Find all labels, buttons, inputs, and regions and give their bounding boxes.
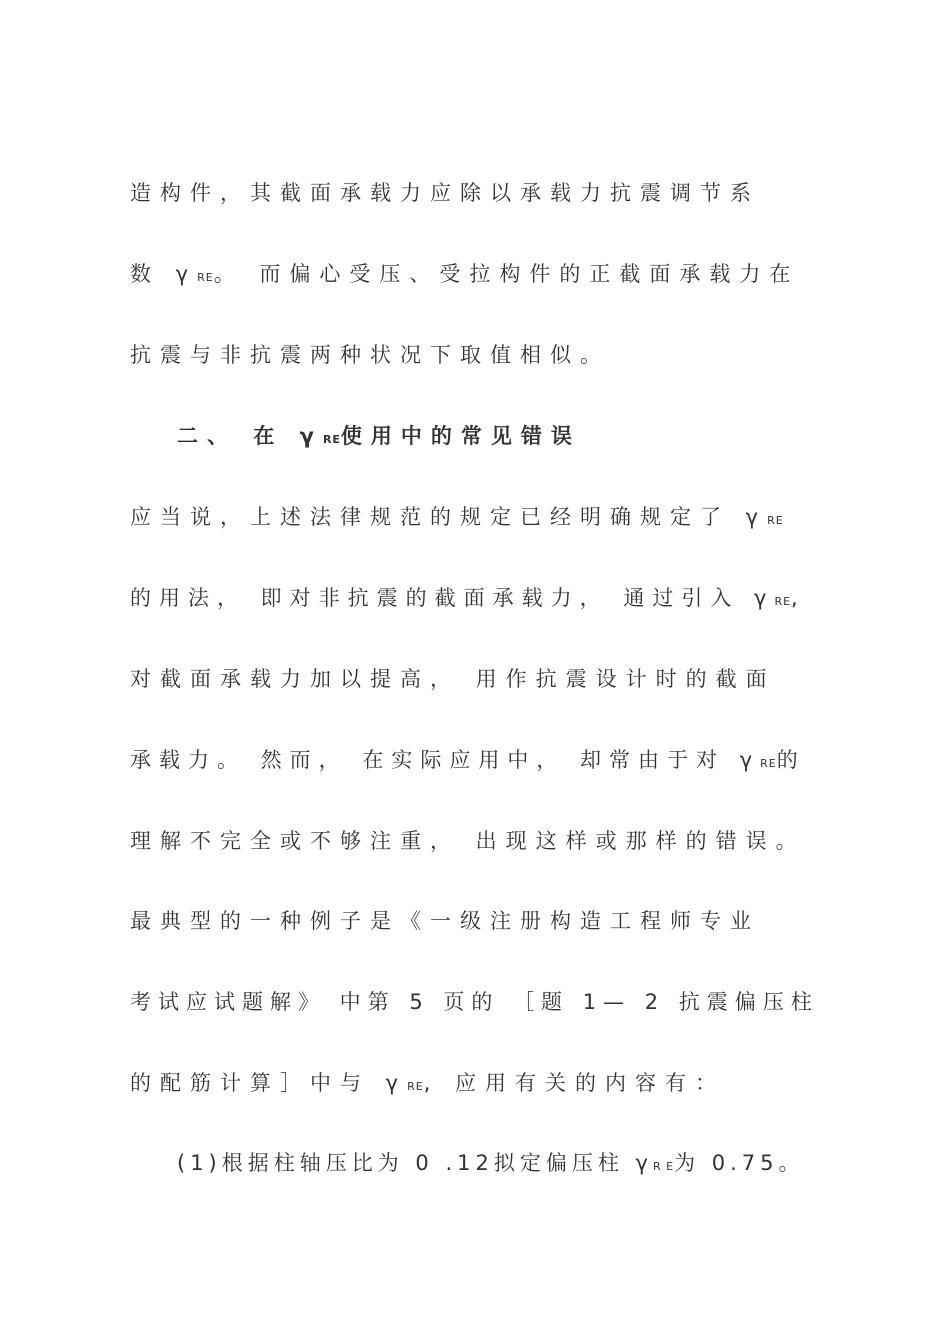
paragraph-line — [130, 502, 830, 536]
paragraph-line — [177, 1148, 827, 1182]
heading-text: 二、 在 γ — [177, 424, 323, 448]
line-text: 。 而偏心受压、受拉构件的正截面承载力在 — [213, 262, 800, 286]
line-text: 的 — [776, 748, 806, 772]
gamma-subscript: RE — [767, 514, 784, 527]
line-text: 造构件，其截面承载力应除以承载力抗震调节系 — [130, 181, 760, 205]
paragraph-line — [130, 583, 830, 617]
gamma-subscript: RE — [760, 757, 777, 770]
gamma-subscript: R E — [652, 1160, 675, 1173]
section-heading — [177, 421, 877, 455]
heading-text: 使用中的常见错误 — [340, 424, 581, 448]
line-text: 的用法， 即对非抗震的截面承载力， 通过引入 γ — [130, 586, 775, 610]
line-text: , — [791, 586, 806, 610]
paragraph-line — [130, 745, 830, 779]
gamma-subscript: RE — [407, 1080, 424, 1093]
gamma-subscript: RE — [774, 595, 792, 608]
line-text: , 应用有关的内容有： — [423, 1071, 726, 1095]
paragraph-line — [130, 987, 830, 1017]
paragraph-line — [130, 259, 830, 293]
paragraph-line — [130, 1068, 830, 1102]
line-text: 理解不完全或不够注重， 出现这样或那样的错误。 — [130, 829, 806, 853]
line-text: 最典型的一种例子是《一级注册构造工程师专业 — [130, 909, 760, 933]
paragraph-line — [130, 664, 830, 694]
gamma-subscript: RE — [322, 433, 341, 446]
line-text: 抗震与非抗震两种状况下取值相似。 — [130, 343, 610, 367]
paragraph-line — [130, 906, 830, 936]
line-text: 应当说，上述法律规范的规定已经明确规定了 γ — [130, 505, 768, 529]
line-text: 对截面承载力加以提高， 用作抗震设计时的截面 — [130, 667, 776, 691]
paragraph-line — [130, 340, 830, 370]
paragraph-line — [130, 826, 830, 856]
line-text: 考试应试题解》 中第 5 页的 ［题 1— 2 抗震偏压柱 — [130, 990, 819, 1014]
line-text: 数 γ — [130, 262, 198, 286]
line-text: 承载力。 然而， 在实际应用中， 却常由于对 γ — [130, 748, 761, 772]
line-text: 的配筋计算］中与 γ — [130, 1071, 408, 1095]
line-text: 为 0.75。 — [674, 1151, 805, 1175]
line-text: (1)根据柱轴压比为 0 .12拟定偏压柱 γ — [177, 1151, 653, 1175]
gamma-subscript: RE — [197, 271, 214, 284]
paragraph-line — [130, 178, 830, 208]
